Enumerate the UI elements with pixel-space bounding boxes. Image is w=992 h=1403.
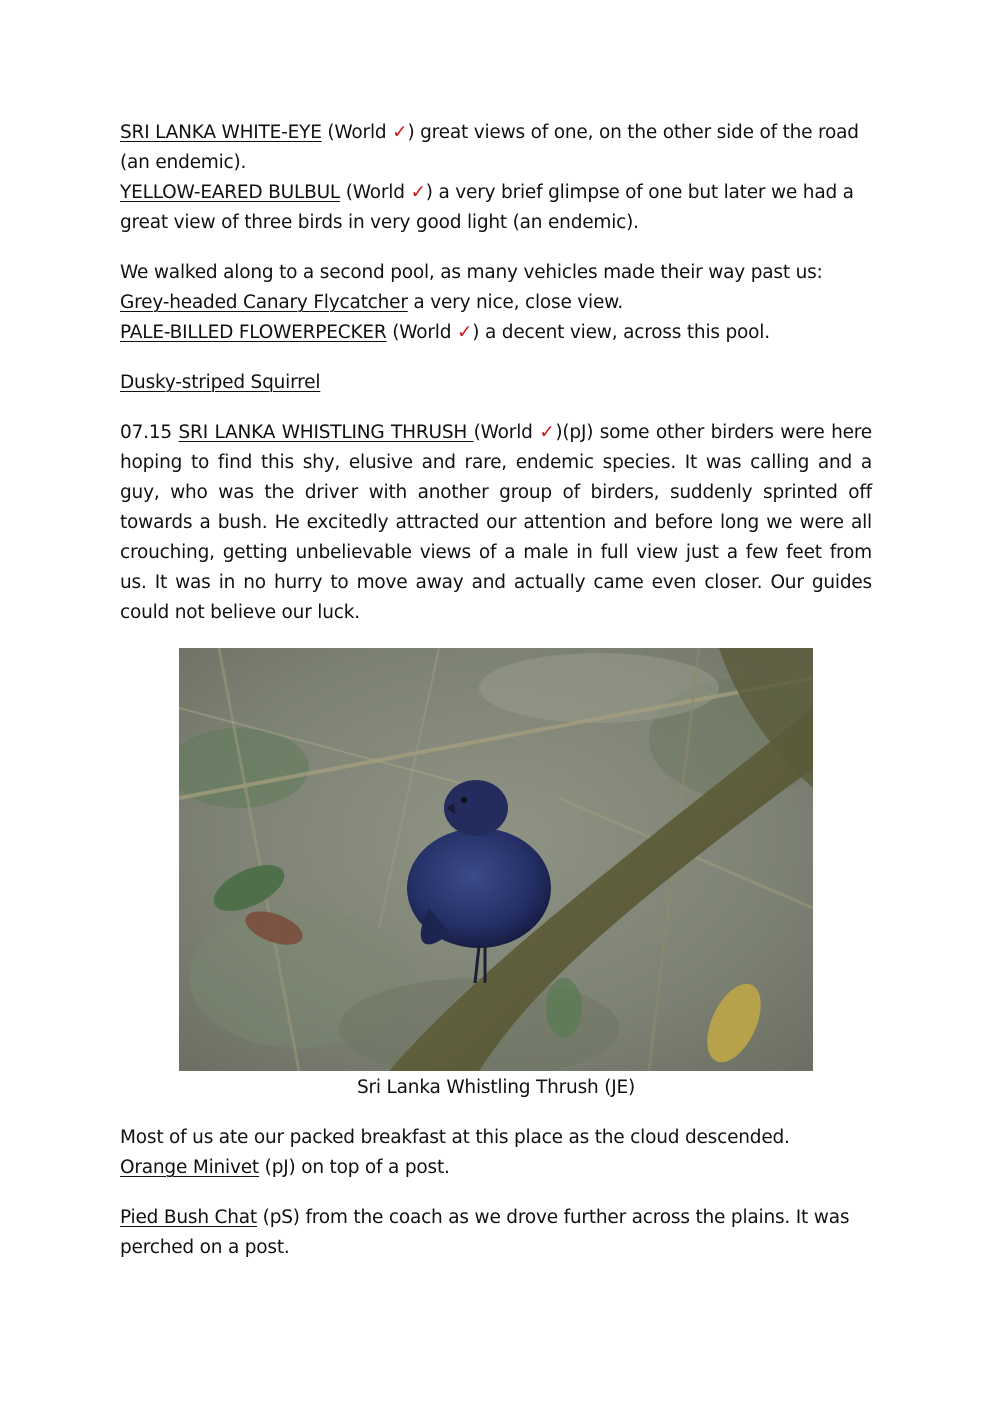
document-page [120, 118, 872, 1263]
entry-squirrel [120, 368, 872, 398]
entry-minivet: Orange Minivet (pJ) on top of a post. [120, 1157, 450, 1178]
species-name: SRI LANKA WHITE-EYE [120, 122, 322, 143]
species-name: Grey-headed Canary Flycatcher [120, 292, 408, 313]
world-tick-icon: ✓ [410, 182, 426, 203]
entry-bush-chat: Pied Bush Chat (pS) from the coach as we drove further across the plains. It was perched on a post. [120, 1207, 850, 1258]
entry-time: 07.15 [120, 422, 179, 443]
species-name: Pied Bush Chat [120, 1207, 257, 1228]
species-name: SRI LANKA WHISTLING THRUSH [178, 422, 474, 443]
world-tick-icon: ✓ [539, 422, 556, 443]
species-name: Orange Minivet [120, 1157, 259, 1178]
entry-bulbul: YELLOW-EARED BULBUL (World ✓) a very brief glimpse of one but later we had a great view of three birds in very good light (an endemic). [120, 182, 854, 233]
species-name: YELLOW-EARED BULBUL [120, 182, 341, 203]
world-tick-icon: ✓ [456, 322, 473, 343]
entry-flycatcher: Grey-headed Canary Flycatcher a very nice, close view. [120, 292, 624, 313]
entry-white-eye: SRI LANKA WHITE-EYE (World ✓) great views of one, on the other side of the road (an endemic). [120, 122, 859, 173]
species-name: PALE-BILLED FLOWERPECKER [120, 322, 387, 343]
world-tick-icon: ✓ [392, 122, 408, 143]
second-pool-intro: We walked along to a second pool, as many vehicles made their way past us: [120, 262, 823, 283]
species-name: Dusky-striped Squirrel [120, 372, 321, 393]
breakfast-note: Most of us ate our packed breakfast at this place as the cloud descended. [120, 1127, 790, 1148]
photo-caption: Sri Lanka Whistling Thrush (JE) [356, 1077, 635, 1098]
entry-flowerpecker: PALE-BILLED FLOWERPECKER (World ✓) a decent view, across this pool. [120, 322, 770, 343]
entry-thrush: 07.15 SRI LANKA WHISTLING THRUSH (World ✓)(pJ) some other birders were here hoping to find this shy, elusive and rare, endemic species. It was calling and a guy, who was the driver with another group of birders, suddenly sprinted off towards a bush. He excitedly attracted our attention and before long we were all crouching, getting unbelievable views of a male in full view just a few feet from us. It was in no hurry to move away and actually came even closer. Our guides could not believe our luck. [120, 422, 872, 623]
thrush-photo [179, 648, 813, 1071]
